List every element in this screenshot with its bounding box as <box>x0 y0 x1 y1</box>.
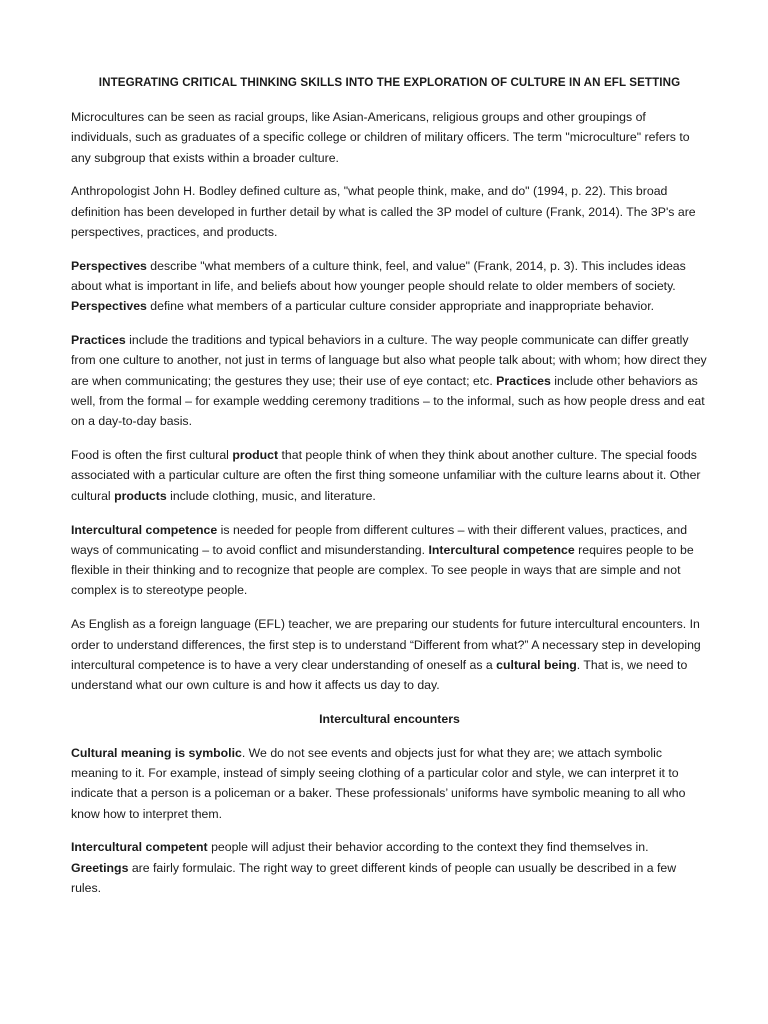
paragraph-text: As English as a foreign language (EFL) teacher, we are preparing our students for future intercultural encounters. In order to understand differences, the first step is to understand “Different from what?” A necessary step in developing intercultural competence is to have a very clear understanding of oneself as a <box>71 617 701 672</box>
bold-term: Intercultural competent <box>71 840 208 855</box>
paragraph-text: requires people to be flexible in their thinking and to recognize that people are complex. To see people in ways that are simple and not complex is to stereotype people. <box>71 542 694 598</box>
paragraph-intercultural-competence <box>71 520 708 601</box>
bold-term: Cultural meaning is symbolic <box>71 745 242 760</box>
paragraph-text: . We do not see events and objects just for what they are; we attach symbolic meaning to it. For example, instead of simply seeing clothing of a particular color and style, we can interpret it to indicate that a person is a policeman or a baker. These professionals’ uniforms have symbolic meaning to all who know how to interpret them. <box>71 745 686 821</box>
paragraph-perspectives <box>71 256 708 317</box>
paragraph-greetings <box>71 837 708 898</box>
bold-term: products <box>114 488 167 503</box>
paragraph-practices <box>71 330 708 431</box>
bold-term: Intercultural competence <box>428 542 575 557</box>
paragraph-text: include the traditions and typical behaviors in a culture. The way people communicate can differ greatly from one culture to another, not just in terms of language but also what people talk about; with whom; how direct they are when communicating; the gestures they use; their use of eye contact; etc. <box>71 333 707 388</box>
paragraph-text: . That is, we need to understand what our own culture is and how it affects us day to day. <box>71 657 688 693</box>
paragraph-efl-teacher <box>71 614 708 695</box>
bold-term: Perspectives <box>71 258 147 273</box>
paragraph-text: include other behaviors as well, from the formal – for example wedding ceremony traditions – to the informal, such as how people dress and eat on a day-to-day basis. <box>71 373 705 429</box>
paragraph-text: are fairly formulaic. The right way to greet different kinds of people can usually be described in a few rules. <box>71 860 677 895</box>
paragraph-text: people will adjust their behavior according to the context they find themselves in. <box>207 840 649 855</box>
paragraph-text: define what members of a particular culture consider appropriate and inappropriate behavior. <box>146 299 655 314</box>
document-title: INTEGRATING CRITICAL THINKING SKILLS INTO THE EXPLORATION OF CULTURE IN AN EFL SETTING <box>98 76 681 89</box>
bold-term: Greetings <box>71 860 129 875</box>
paragraph-text: is needed for people from different cultures – with their different values, practices, and ways of communicating – to avoid conflict and misunderstanding. <box>71 522 688 557</box>
bold-term: Intercultural competence <box>71 522 218 537</box>
paragraph-cultural-meaning <box>71 743 708 824</box>
bold-term: Practices <box>496 373 551 388</box>
bold-term: Practices <box>71 333 126 348</box>
paragraph-text: Food is often the first cultural <box>71 448 233 463</box>
section-heading: Intercultural encounters <box>319 711 460 726</box>
paragraph-products <box>71 445 708 506</box>
paragraph-culture-definition: Anthropologist John H. Bodley defined culture as, "what people think, make, and do" (1994, p. 22). This broad definition has been developed in further detail by what is called the 3P model of culture (Frank, 2014). The 3P's are perspectives, practices, and products. <box>71 184 696 239</box>
paragraph-text: that people think of when they think about another culture. The special foods associated with a particular culture are often the first thing someone unfamiliar with the culture learns about it. Other cultural <box>71 448 701 503</box>
bold-term: Perspectives <box>71 299 147 314</box>
bold-term: cultural being <box>496 657 577 672</box>
paragraph-text: describe "what members of a culture think, feel, and value" (Frank, 2014, p. 3). This includes ideas about what is important in life, and beliefs about how younger people should relate to older members of society. <box>71 258 686 294</box>
bold-term: product <box>232 448 279 463</box>
paragraph-microcultures: Microcultures can be seen as racial groups, like Asian-Americans, religious groups and other groupings of individuals, such as graduates of a specific college or children of military officers. The term "microculture" refers to any subgroup that exists within a broader culture. <box>71 110 690 165</box>
paragraph-text: include clothing, music, and literature. <box>166 488 376 503</box>
